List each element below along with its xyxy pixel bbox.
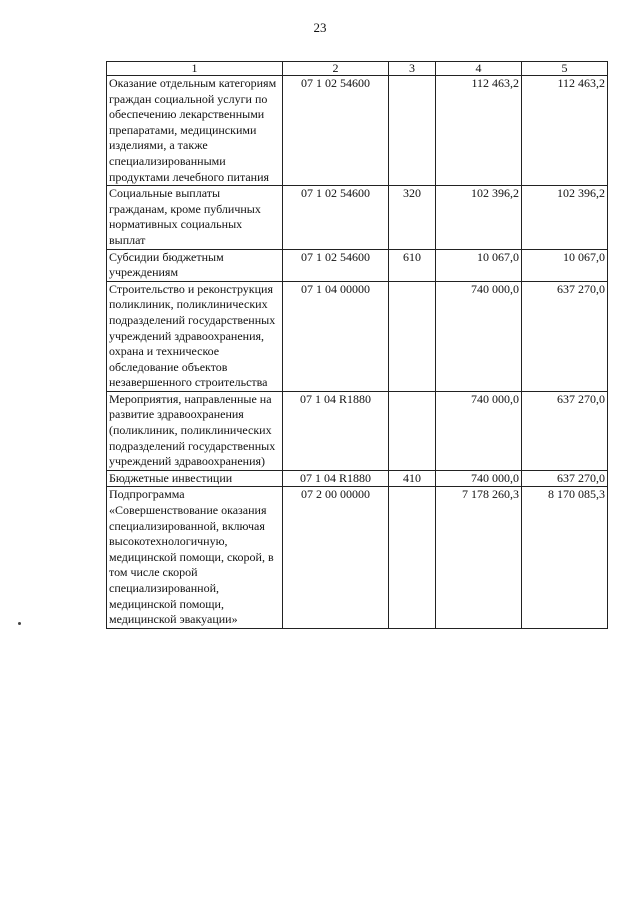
row-value-5: 637 270,0 (522, 281, 608, 391)
row-value-4: 740 000,0 (436, 470, 522, 487)
row-name: Мероприятия, направленные на развитие здравоохранения (поликлиник, поликлинических подразделений государственных учреждений здравоохранения) (107, 391, 283, 470)
row-value-5: 637 270,0 (522, 470, 608, 487)
row-code: 07 1 04 00000 (283, 281, 389, 391)
row-name: Субсидии бюджетным учреждениям (107, 249, 283, 281)
row-name: Бюджетные инвестиции (107, 470, 283, 487)
row-code: 07 1 02 54600 (283, 76, 389, 186)
header-col-5: 5 (522, 62, 608, 76)
row-name: Строительство и реконструкция поликлиник, поликлинических подразделений государственных учреждений здравоохранения, охрана и техническое обследование объектов незавершенного строительства (107, 281, 283, 391)
header-col-3: 3 (389, 62, 436, 76)
row-kind: 320 (389, 186, 436, 249)
row-value-5: 637 270,0 (522, 391, 608, 470)
row-value-4: 10 067,0 (436, 249, 522, 281)
table-row (107, 186, 608, 249)
table-row (107, 487, 608, 628)
row-code: 07 1 02 54600 (283, 249, 389, 281)
row-name: Социальные выплаты гражданам, кроме публичных нормативных социальных выплат (107, 186, 283, 249)
row-value-5: 10 067,0 (522, 249, 608, 281)
table-row (107, 391, 608, 470)
row-kind (389, 391, 436, 470)
row-code: 07 1 02 54600 (283, 186, 389, 249)
row-code: 07 1 04 R1880 (283, 470, 389, 487)
budget-table (106, 61, 608, 629)
row-value-4: 740 000,0 (436, 281, 522, 391)
margin-mark (18, 622, 21, 625)
row-value-4: 7 178 260,3 (436, 487, 522, 628)
row-value-5: 112 463,2 (522, 76, 608, 186)
row-kind: 410 (389, 470, 436, 487)
row-code: 07 2 00 00000 (283, 487, 389, 628)
row-name: Оказание отдельным категориям граждан социальной услуги по обеспечению лекарственными препаратами, медицинскими изделиями, а также специализированными продуктами лечебного питания (107, 76, 283, 186)
row-name: Подпрограмма «Совершенствование оказания специализированной, включая высокотехнологичную, медицинской помощи, скорой, в том числе скорой специализированной, медицинской помощи, медицинской эвакуации» (107, 487, 283, 628)
table-row (107, 281, 608, 391)
header-col-4: 4 (436, 62, 522, 76)
row-kind (389, 76, 436, 186)
row-value-4: 112 463,2 (436, 76, 522, 186)
row-kind (389, 281, 436, 391)
header-row (107, 62, 608, 76)
row-kind (389, 487, 436, 628)
table-row (107, 76, 608, 186)
table-row (107, 470, 608, 487)
row-code: 07 1 04 R1880 (283, 391, 389, 470)
page-number: 23 (313, 20, 327, 35)
table-row (107, 249, 608, 281)
row-value-4: 740 000,0 (436, 391, 522, 470)
row-value-5: 8 170 085,3 (522, 487, 608, 628)
header-col-1: 1 (107, 62, 283, 76)
header-col-2: 2 (283, 62, 389, 76)
row-kind: 610 (389, 249, 436, 281)
row-value-5: 102 396,2 (522, 186, 608, 249)
row-value-4: 102 396,2 (436, 186, 522, 249)
